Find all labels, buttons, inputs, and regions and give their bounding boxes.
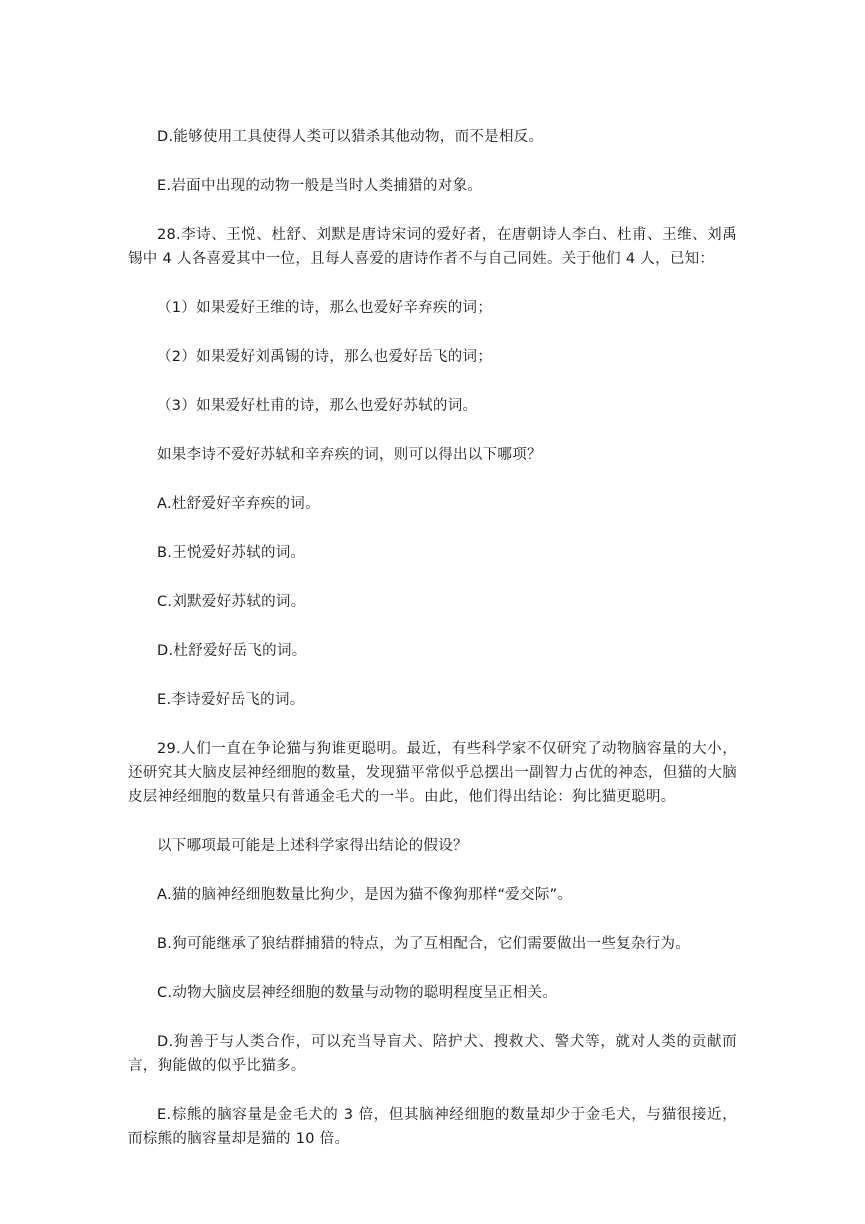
q28-condition-1: （1）如果爱好王维的诗，那么也爱好辛弃疾的词； — [157, 300, 493, 316]
q28-option-a: A.杜舒爱好辛弃疾的词。 — [157, 496, 320, 512]
q28-option-b: B.王悦爱好苏轼的词。 — [157, 545, 306, 561]
q28-stem: 28.李诗、王悦、杜舒、刘默是唐诗宋词的爱好者，在唐朝诗人李白、杜甫、王维、刘禹锡中 4 人各喜爱其中一位，且每人喜爱的唐诗作者不与自己同姓。关于他们 4 人，已知： — [128, 227, 737, 267]
q28-question: 如果李诗不爱好苏轼和辛弃疾的词，则可以得出以下哪项？ — [157, 447, 542, 463]
q29-option-b: B.狗可能继承了狼结群捕猎的特点，为了互相配合，它们需要做出一些复杂行为。 — [157, 936, 691, 952]
q28-condition-2: （2）如果爱好刘禹锡的诗，那么也爱好岳飞的词； — [157, 349, 493, 365]
q28-condition-3: （3）如果爱好杜甫的诗，那么也爱好苏轼的词。 — [157, 398, 478, 414]
q29-option-d: D.狗善于与人类合作，可以充当导盲犬、陪护犬、搜救犬、警犬等，就对人类的贡献而言，狗能做的似乎比猫多。 — [128, 1034, 737, 1074]
q27-option-e: E.岩面中出现的动物一般是当时人类捕猎的对象。 — [157, 178, 483, 194]
q29-stem: 29.人们一直在争论猫与狗谁更聪明。最近，有些科学家不仅研究了动物脑容量的大小，还研究其大脑皮层神经细胞的数量，发现猫平常似乎总摆出一副智力占优的神态，但猫的大脑皮层神经细胞的数量只有普通金毛犬的一半。由此，他们得出结论：狗比猫更聪明。 — [128, 741, 737, 805]
q28-option-c: C.刘默爱好苏轼的词。 — [157, 594, 306, 610]
q27-option-d: D.能够使用工具使得人类可以猎杀其他动物，而不是相反。 — [157, 129, 544, 145]
q28-option-e: E.李诗爱好岳飞的词。 — [157, 692, 305, 708]
q29-question: 以下哪项最可能是上述科学家得出结论的假设？ — [157, 838, 468, 854]
q29-option-e: E.棕熊的脑容量是金毛犬的 3 倍，但其脑神经细胞的数量却少于金毛犬，与猫很接近，而棕熊的脑容量却是猫的 10 倍。 — [128, 1107, 737, 1147]
q29-option-a: A.猫的脑神经细胞数量比狗少，是因为猫不像狗那样“爱交际”。 — [157, 887, 573, 903]
q29-option-c: C.动物大脑皮层神经细胞的数量与动物的聪明程度呈正相关。 — [157, 985, 558, 1001]
q28-option-d: D.杜舒爱好岳飞的词。 — [157, 643, 307, 659]
